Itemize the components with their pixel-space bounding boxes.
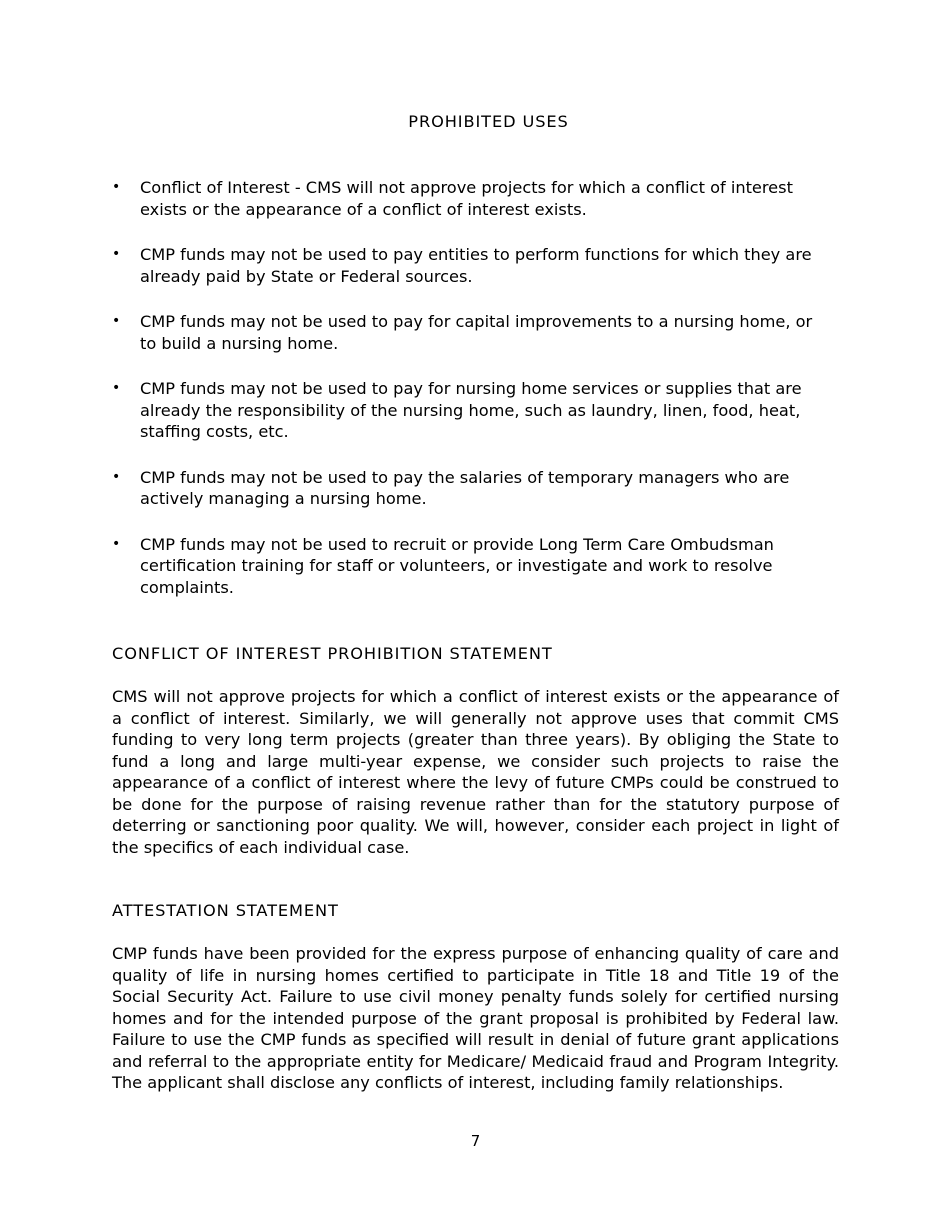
list-item xyxy=(112,467,839,510)
page-number: 7 xyxy=(470,1132,481,1150)
conflict-heading: CONFLICT OF INTEREST PROHIBITION STATEMENT xyxy=(112,644,553,663)
bullet-icon: • xyxy=(112,535,121,552)
document-page xyxy=(112,0,839,1230)
page-title: PROHIBITED USES xyxy=(408,112,569,131)
list-item xyxy=(112,311,839,354)
list-item-text: CMP funds may not be used to pay for capital improvements to a nursing home, or to build a nursing home. xyxy=(140,312,813,353)
bullet-icon: • xyxy=(112,246,121,262)
list-item-text: CMP funds may not be used to pay entities to perform functions for which they are already paid by State or Federal sources. xyxy=(140,245,812,286)
bullet-icon: • xyxy=(112,468,121,485)
conflict-paragraph: CMS will not approve projects for which a conflict of interest exists or the appearance of a conflict of interest. Similarly, we will generally not approve uses that commit CMS funding to very long term projects (greater than three years). By obliging the State to fund a long and large multi-year expense, we consider such projects to raise the appearance of a conflict of interest where the levy of future CMPs could be construed to be done for the purpose of raising revenue rather than for the statutory purpose of deterring or sanctioning poor quality. We will, however, consider each project in light of the specifics of each individual case. xyxy=(112,687,839,857)
bullet-icon: • xyxy=(112,179,121,195)
prohibited-uses-list xyxy=(112,177,839,622)
list-item xyxy=(112,378,839,443)
list-item-text: Conflict of Interest - CMS will not approve projects for which a conflict of interest exists or the appearance of a conflict of interest exists. xyxy=(140,178,793,219)
bullet-icon: • xyxy=(112,313,121,329)
list-item xyxy=(112,534,839,599)
list-item xyxy=(112,244,839,287)
list-item-text: CMP funds may not be used to recruit or provide Long Term Care Ombudsman certification training for staff or volunteers, or investigate and work to resolve complaints. xyxy=(140,534,774,597)
list-item-text: CMP funds may not be used to pay for nursing home services or supplies that are already the responsibility of the nursing home, such as laundry, linen, food, heat, staffing costs, etc. xyxy=(140,379,802,441)
list-item-text: CMP funds may not be used to pay the salaries of temporary managers who are actively managing a nursing home. xyxy=(140,467,790,508)
bullet-icon: • xyxy=(112,380,121,396)
list-item xyxy=(112,177,839,220)
attestation-heading: ATTESTATION STATEMENT xyxy=(112,901,339,920)
attestation-paragraph: CMP funds have been provided for the express purpose of enhancing quality of care and quality of life in nursing homes certified to participate in Title 18 and Title 19 of the Social Security Act. Failure to use civil money penalty funds solely for certified nursing homes and for the intended purpose of the grant proposal is prohibited by Federal law. Failure to use the CMP funds as specified will result in denial of future grant applications and referral to the appropriate entity for Medicare/ Medicaid fraud and Program Integrity. The applicant shall disclose any conflicts of interest, including family relationships. xyxy=(112,944,839,1092)
